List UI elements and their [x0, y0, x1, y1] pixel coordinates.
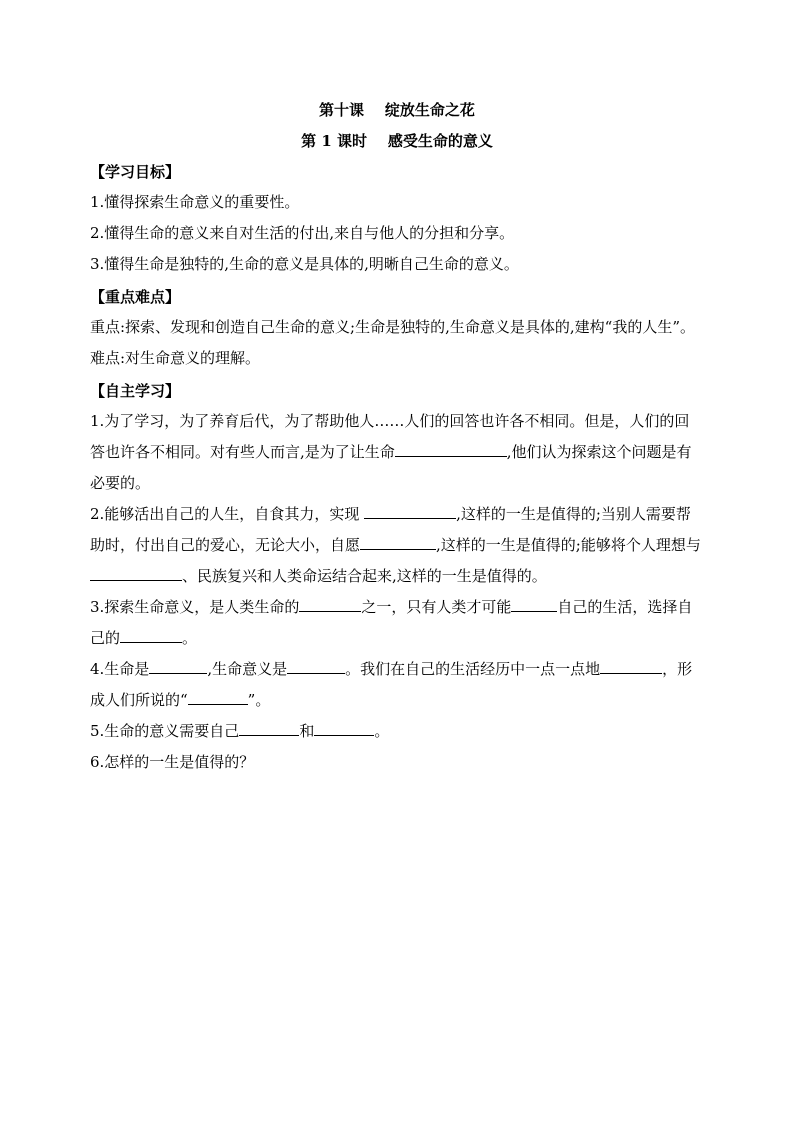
question-2-text-a: 2.能够活出自己的人生，自食其力，实现: [90, 505, 365, 523]
question-5-text-a: 5.生命的意义需要自己: [90, 722, 240, 740]
question-1-text-a: 1.为了学习，为了养育后代，为了帮助他人……人们的回答也许各不相同。但是，人们的回答也许各不相同。对有些人而言,是为了让生命: [90, 412, 690, 461]
difficult-point-text: 难点:对生命意义的理解。: [90, 349, 261, 367]
goal-item-1: 1.懂得探索生命意义的重要性。: [90, 193, 300, 211]
question-4-text-e: ”。: [247, 691, 271, 709]
question-4-text-c: 。我们在自己的生活经历中一点一点地: [345, 660, 601, 678]
question-1: [90, 406, 704, 499]
key-points-heading: 【重点难点】: [90, 288, 181, 306]
question-4-text-b: ,生命意义是: [207, 660, 288, 678]
answer-blank[interactable]: [239, 721, 299, 736]
question-2-text-b: ,这样的一生是值得的;当别人需要帮助时，付出自己的爱心，无论大小，自愿: [90, 505, 691, 554]
question-5: [90, 716, 704, 747]
question-2: [90, 499, 704, 592]
answer-blank[interactable]: [314, 721, 374, 736]
question-3-text-b: 之一，只有人类才可能: [361, 598, 512, 616]
question-5-text-c: 。: [374, 722, 390, 740]
self-study-heading: 【自主学习】: [90, 382, 181, 400]
question-4-text-a: 4.生命是: [90, 660, 150, 678]
period-title: 第 1 课时 感受生命的意义: [301, 132, 493, 150]
answer-blank[interactable]: [600, 659, 662, 674]
question-3-text-d: 。: [182, 629, 198, 647]
answer-blank[interactable]: [360, 535, 436, 550]
answer-blank[interactable]: [364, 504, 456, 519]
goals-heading: 【学习目标】: [90, 163, 181, 181]
question-1-text-b: ,他们认为探索这个问题是有必要的。: [90, 443, 692, 492]
goal-item-3: 3.懂得生命是独特的,生命的意义是具体的,明晰自己生命的意义。: [90, 255, 519, 273]
worksheet-page: [90, 96, 704, 778]
answer-blank[interactable]: [120, 628, 182, 643]
question-2-text-c: ,这样的一生是值得的;能够将个人理想与: [436, 536, 701, 554]
answer-blank[interactable]: [511, 597, 557, 612]
question-6: 6.怎样的一生是值得的？: [90, 753, 255, 771]
answer-blank[interactable]: [287, 659, 345, 674]
question-3-text-a: 3.探索生命意义，是人类生命的: [90, 598, 300, 616]
lesson-title: 第十课 绽放生命之花: [319, 101, 475, 119]
answer-blank[interactable]: [188, 690, 248, 705]
question-4-text-d: ，形成人们所说的“: [90, 660, 693, 709]
question-5-text-b: 和: [299, 722, 315, 740]
question-2-text-d: 、民族复兴和人类命运结合起来,这样的一生是值得的。: [182, 567, 547, 585]
answer-blank[interactable]: [395, 442, 507, 457]
answer-blank[interactable]: [149, 659, 207, 674]
answer-blank[interactable]: [299, 597, 361, 612]
question-4: [90, 654, 704, 716]
key-point-text: 重点:探索、发现和创造自己生命的意义;生命是独特的,生命意义是具体的,建构“我的人生”。: [90, 318, 695, 336]
question-3-text-c: 自己的生活，选择自己的: [90, 598, 693, 647]
goal-item-2: 2.懂得生命的意义来自对生活的付出,来自与他人的分担和分享。: [90, 224, 515, 242]
question-3: [90, 592, 704, 654]
answer-blank[interactable]: [90, 566, 182, 581]
